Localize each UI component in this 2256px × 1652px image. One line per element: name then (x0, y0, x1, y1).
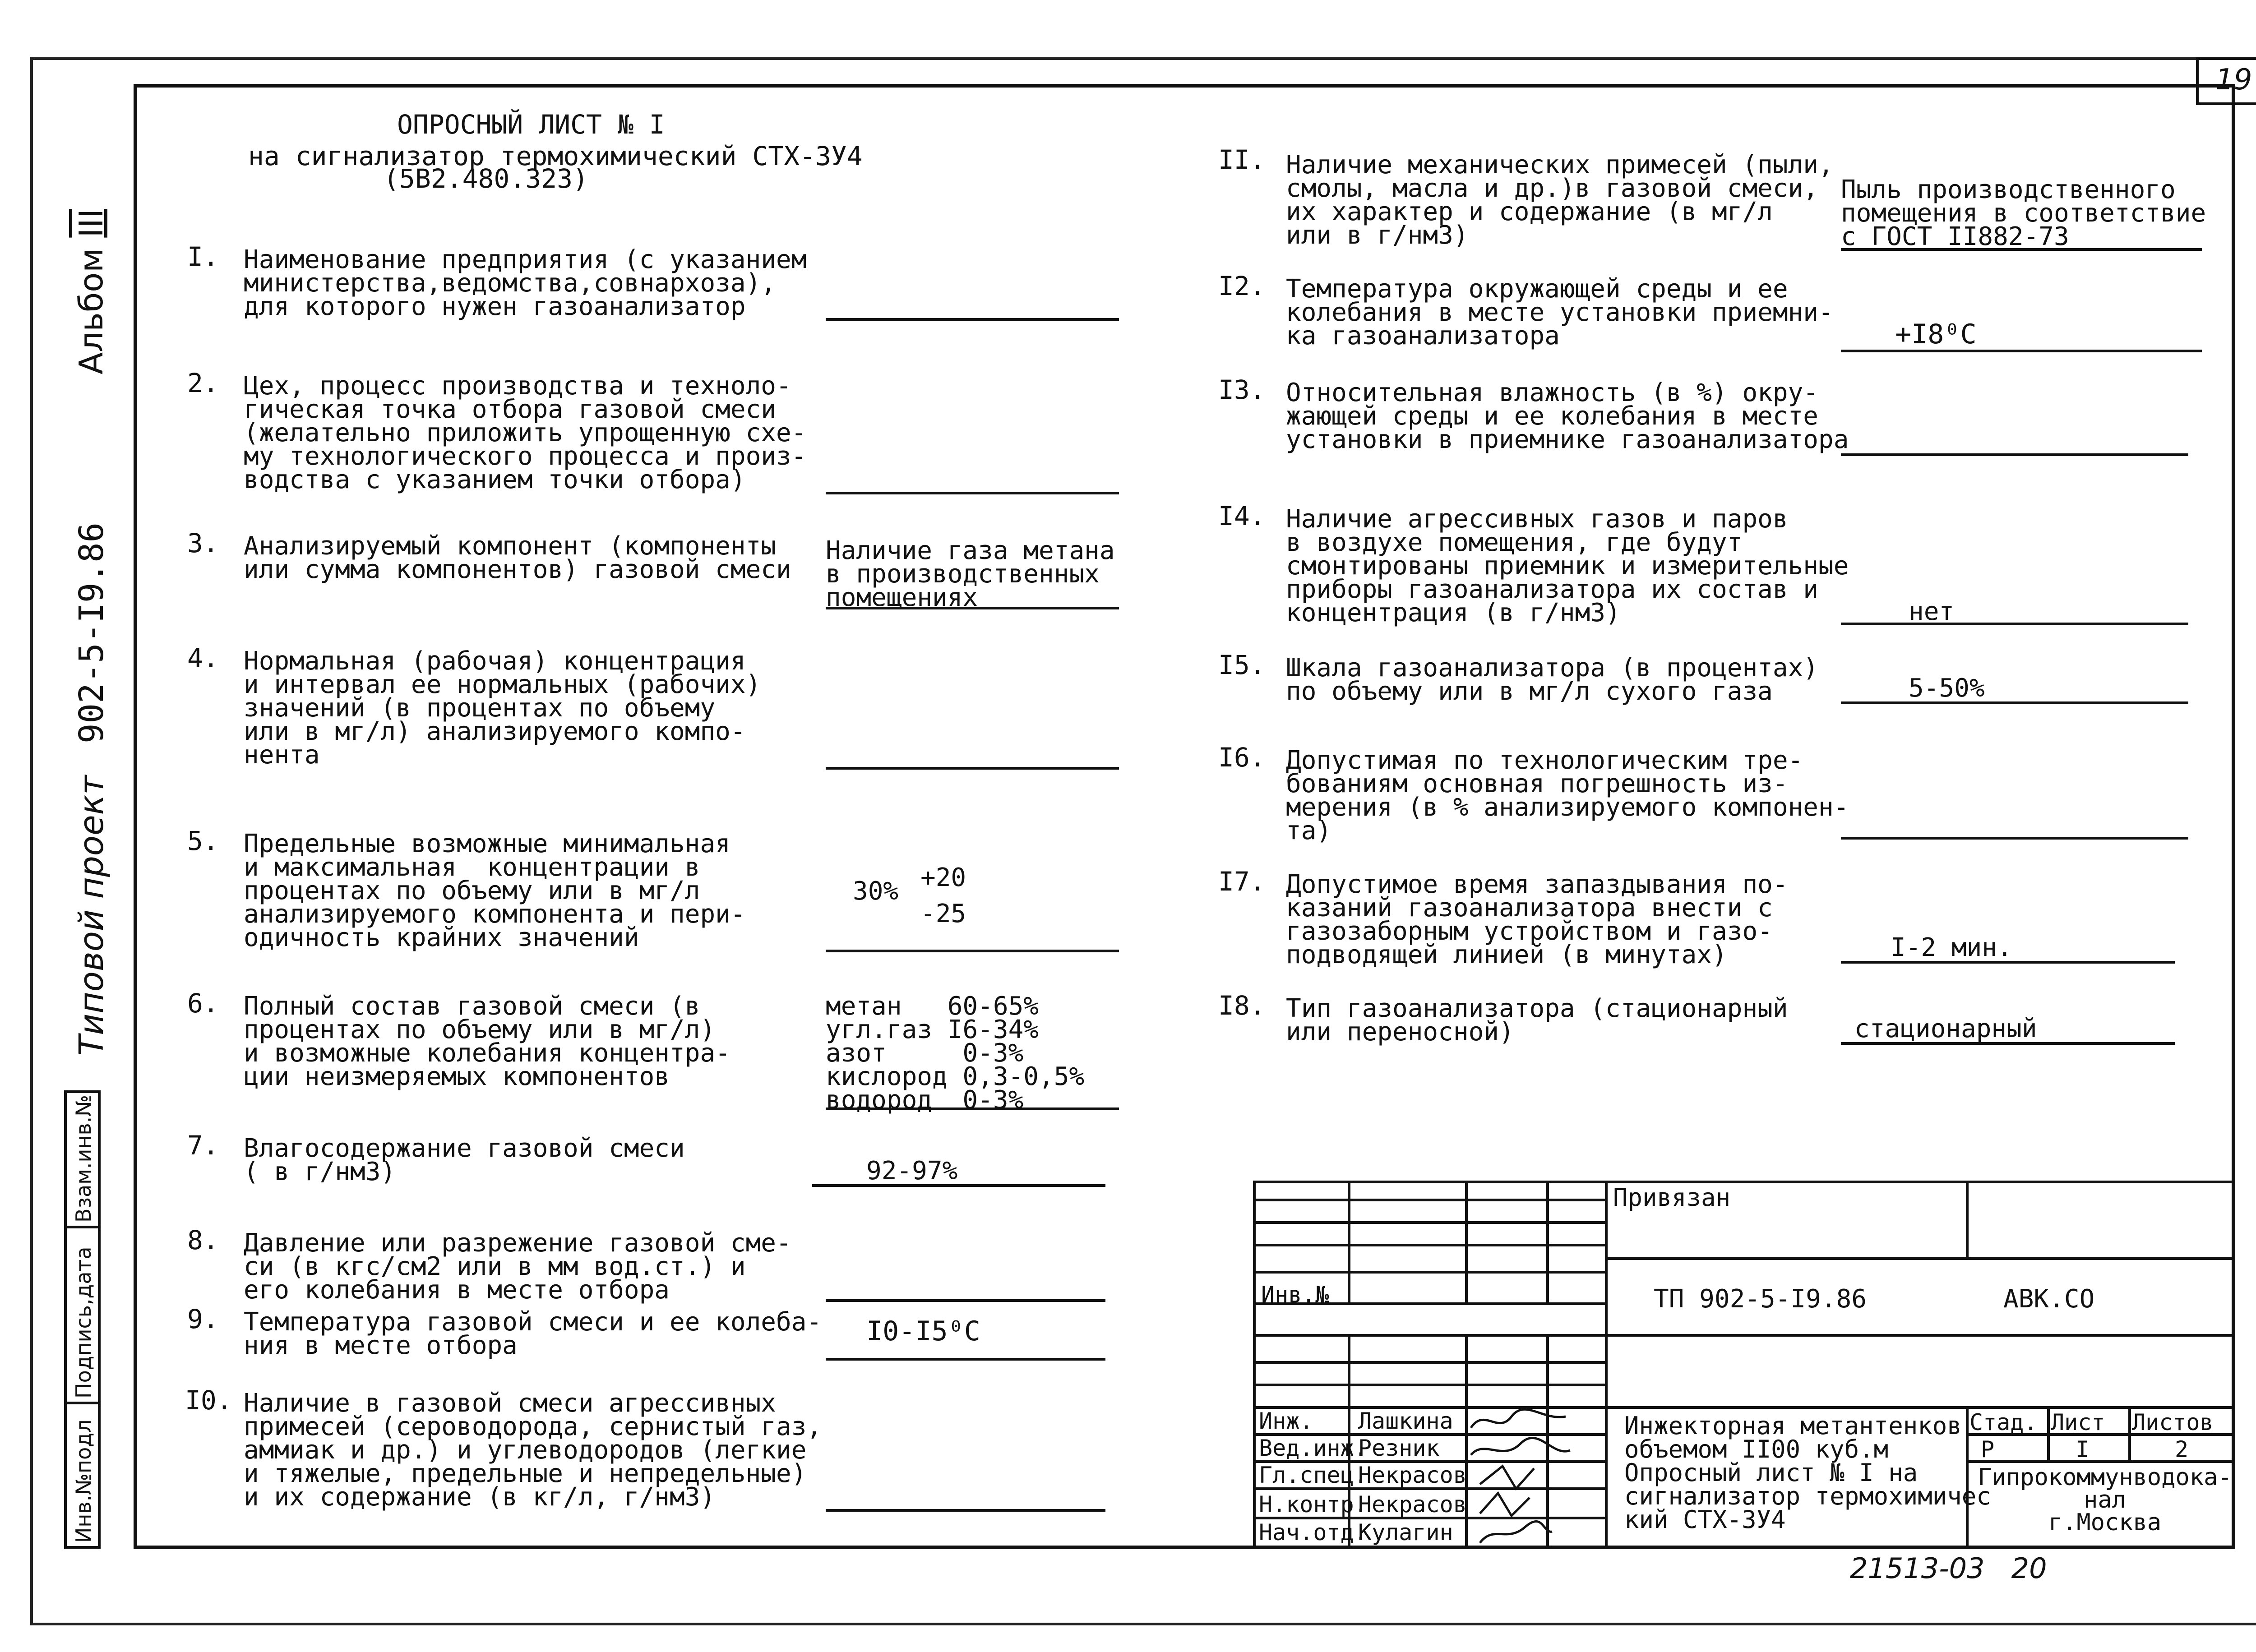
role-norm-control: Н.контр. (1259, 1491, 1368, 1518)
inv-no-label: Инв.№ (1261, 1282, 1329, 1308)
name-chief-specialist: Некрасов (1358, 1462, 1467, 1488)
answer-text: I-2 мин. (1891, 933, 2012, 962)
answer-text: I0-I5⁰С (866, 1315, 980, 1347)
item-number: 4. (187, 643, 219, 674)
item-text: Наличие в газовой смеси агрессивных примесей (сероводорода, сернистый газ, аммиак и др.) и углеводородов (легкие и тяжелые, предельные и непредельные) и их содержание (в кг/л, г/нм3) (244, 1389, 822, 1512)
project-word: Типовой проект (72, 775, 111, 1056)
role-head-dept: Нач.отд. (1259, 1519, 1368, 1546)
name-head-dept: Кулагин (1358, 1519, 1453, 1546)
item-number: II. (1218, 144, 1266, 175)
answer-line (826, 1299, 1105, 1302)
name-norm-control: Некрасов (1358, 1491, 1467, 1518)
album-label (72, 209, 110, 374)
item-number: I7. (1218, 866, 1266, 897)
item-number: 6. (187, 988, 219, 1019)
item-text: Относительная влажность (в %) окру- жающей среды и ее колебания в месте установки в приемнике газоанализатора (1286, 378, 1849, 454)
answer-text: 30% (853, 877, 899, 906)
answer-text: нет (1909, 597, 1955, 626)
answer-line (1841, 623, 2188, 625)
list-value: I (2076, 1436, 2090, 1463)
answer-line (1841, 248, 2202, 251)
item-text: Полный состав газовой смеси (в процентах по объему или в мг/л) и возможные колебания концентра- ции неизмеряемых компонентов (244, 992, 730, 1091)
answer-line (1841, 701, 2188, 704)
album-roman: III (72, 208, 110, 238)
answer-line (826, 492, 1119, 494)
answer-line (1841, 453, 2188, 456)
item-number: I2. (1218, 271, 1266, 301)
listov-value: 2 (2175, 1436, 2189, 1463)
project-code-cell: ТП 902-5-I9.86 (1654, 1284, 1867, 1314)
item-text: Допустимая по технологическим тре- бованиям основная погрешность из- мерения (в % анализируемого компонен- та) (1286, 746, 1849, 845)
item-text: Температура газовой смеси и ее колеба- ния в месте отбора (244, 1307, 822, 1360)
item-number: 5. (187, 826, 219, 856)
answer-line (1841, 837, 2188, 840)
answer-line (826, 1358, 1105, 1361)
item-text: Влагосодержание газовой смеси ( в г/нм3) (244, 1134, 685, 1186)
item-text: Наличие механических примесей (пыли, смолы, масла и др.)в газовой смеси, их характер и содержание (в мг/л или в г/нм3) (1286, 150, 1834, 250)
item-text: Наличие агрессивных газов и паров в воздухе помещения, где будут смонтированы приемник и измерительные приборы газоанализатора их состав и концентрация (в г/нм3) (1286, 504, 1849, 628)
answer-line (812, 1184, 1105, 1187)
answer-line (826, 1107, 1119, 1110)
item-text: Предельные возможные минимальная и максимальная концентрации в процентах по объему или в мг/л анализируемого компонента и пери- одичность крайних значений (244, 829, 746, 952)
role-chief-specialist: Гл.спец. (1259, 1462, 1368, 1488)
answer-line (1841, 961, 2175, 964)
project-label (72, 522, 111, 1056)
answer-minus: -25 (920, 899, 966, 928)
item-number: I3. (1218, 374, 1266, 405)
side-stamp-sign: Подпись,дата (71, 1246, 96, 1398)
item-number: 8. (187, 1225, 219, 1255)
answer-line (826, 607, 1119, 609)
item-text: Тип газоанализатора (стационарный или переносной) (1286, 994, 1788, 1047)
answer-text: Пыль производственного помещения в соответствие с ГОСТ II882-73 (1841, 175, 2206, 251)
archive-number: 21513-03 20 (1850, 1552, 2047, 1585)
organization: Гипрокоммунводока- нал г.Москва (1978, 1464, 2232, 1536)
item-number: I. (187, 241, 219, 272)
doc-subtitle: на сигнализатор термохимический СТХ-3У4 (248, 141, 863, 171)
stad-value: Р (1981, 1436, 1995, 1463)
item-text: Анализируемый компонент (компоненты или сумма компонентов) газовой смеси (244, 531, 791, 584)
item-number: I6. (1218, 742, 1266, 773)
item-text: Давление или разрежение газовой сме- си (в кгс/см2 или в мм вод.ст.) и его колебания в месте отбора (244, 1228, 791, 1305)
role-engineer: Инж. (1259, 1408, 1313, 1434)
answer-line (826, 1509, 1105, 1512)
name-engineer: Лашкина (1358, 1408, 1453, 1434)
answer-line (826, 767, 1119, 770)
doc-code: (5В2.480.323) (384, 163, 588, 194)
answer-line (826, 950, 1119, 952)
item-number: 9. (187, 1304, 219, 1334)
item-number: 2. (187, 368, 219, 398)
answer-line (1841, 1042, 2175, 1045)
stad-label: Стад. (1969, 1409, 2038, 1435)
answer-line (1841, 350, 2202, 352)
item-text: Цех, процесс производства и техноло- гическая точка отбора газовой смеси (желательно приложить упрощенную схе- му технологического процесса и произ- водства с указанием точки отбора) (244, 371, 807, 494)
answer-plus: +20 (920, 863, 966, 892)
privyazan-label: Привязан (1613, 1183, 1731, 1212)
name-lead-engineer: Резник (1358, 1435, 1440, 1461)
item-text: Температура окружающей среды и ее колебания в месте установки приемни- ка газоанализатора (1286, 274, 1834, 351)
item-number: I0. (185, 1385, 232, 1416)
answer-text: стационарный (1854, 1014, 2037, 1043)
side-stamp-inv: Инв.№подл (71, 1419, 96, 1543)
answer-text: 92-97% (866, 1156, 958, 1186)
mark-cell: АВК.СО (2003, 1284, 2095, 1314)
side-stamp-swap: Взам.инв.№ (71, 1094, 96, 1223)
project-code: 902-5-I9.86 (72, 522, 111, 743)
sheet-description: Инжекторная метантенков объемом II00 куб.м Опросный лист № I на сигнализатор термохимичес кий СТХ-3У4 (1624, 1412, 1991, 1534)
listov-label: Листов (2132, 1409, 2214, 1435)
item-number: I4. (1218, 501, 1266, 531)
item-number: 7. (187, 1130, 219, 1161)
answer-text: Наличие газа метана в производственных помещениях (826, 536, 1115, 612)
album-word: Альбом (72, 248, 110, 374)
item-text: Допустимое время запаздывания по- казаний газоанализатора внести с газозаборным устройством и газо- подводящей линией (в минутах) (1286, 870, 1788, 969)
page-number: 19 (2215, 63, 2252, 97)
answer-text: метан 60-65% угл.газ I6-34% азот 0-3% кислород 0,3-0,5% водород 0-3% (826, 992, 1085, 1115)
answer-text: 5-50% (1909, 674, 1985, 703)
role-lead-engineer: Вед.инж. (1259, 1435, 1368, 1461)
answer-line (826, 318, 1119, 321)
item-text: Шкала газоанализатора (в процентах) по объему или в мг/л сухого газа (1286, 653, 1819, 706)
item-number: I8. (1218, 990, 1266, 1021)
item-number: 3. (187, 528, 219, 558)
answer-text: +I8⁰С (1895, 318, 1977, 350)
item-number: I5. (1218, 650, 1266, 680)
doc-title: ОПРОСНЫЙ ЛИСТ № I (397, 109, 665, 140)
list-label: Лист (2051, 1409, 2105, 1435)
item-text: Наименование предприятия (с указанием министерства,ведомства,совнархоза), для которого нужен газоанализатор (244, 245, 807, 321)
item-text: Нормальная (рабочая) концентрация и интервал ее нормальных (рабочих) значений (в процентах по объему или в мг/л) анализируемого компо- нента (244, 646, 761, 770)
